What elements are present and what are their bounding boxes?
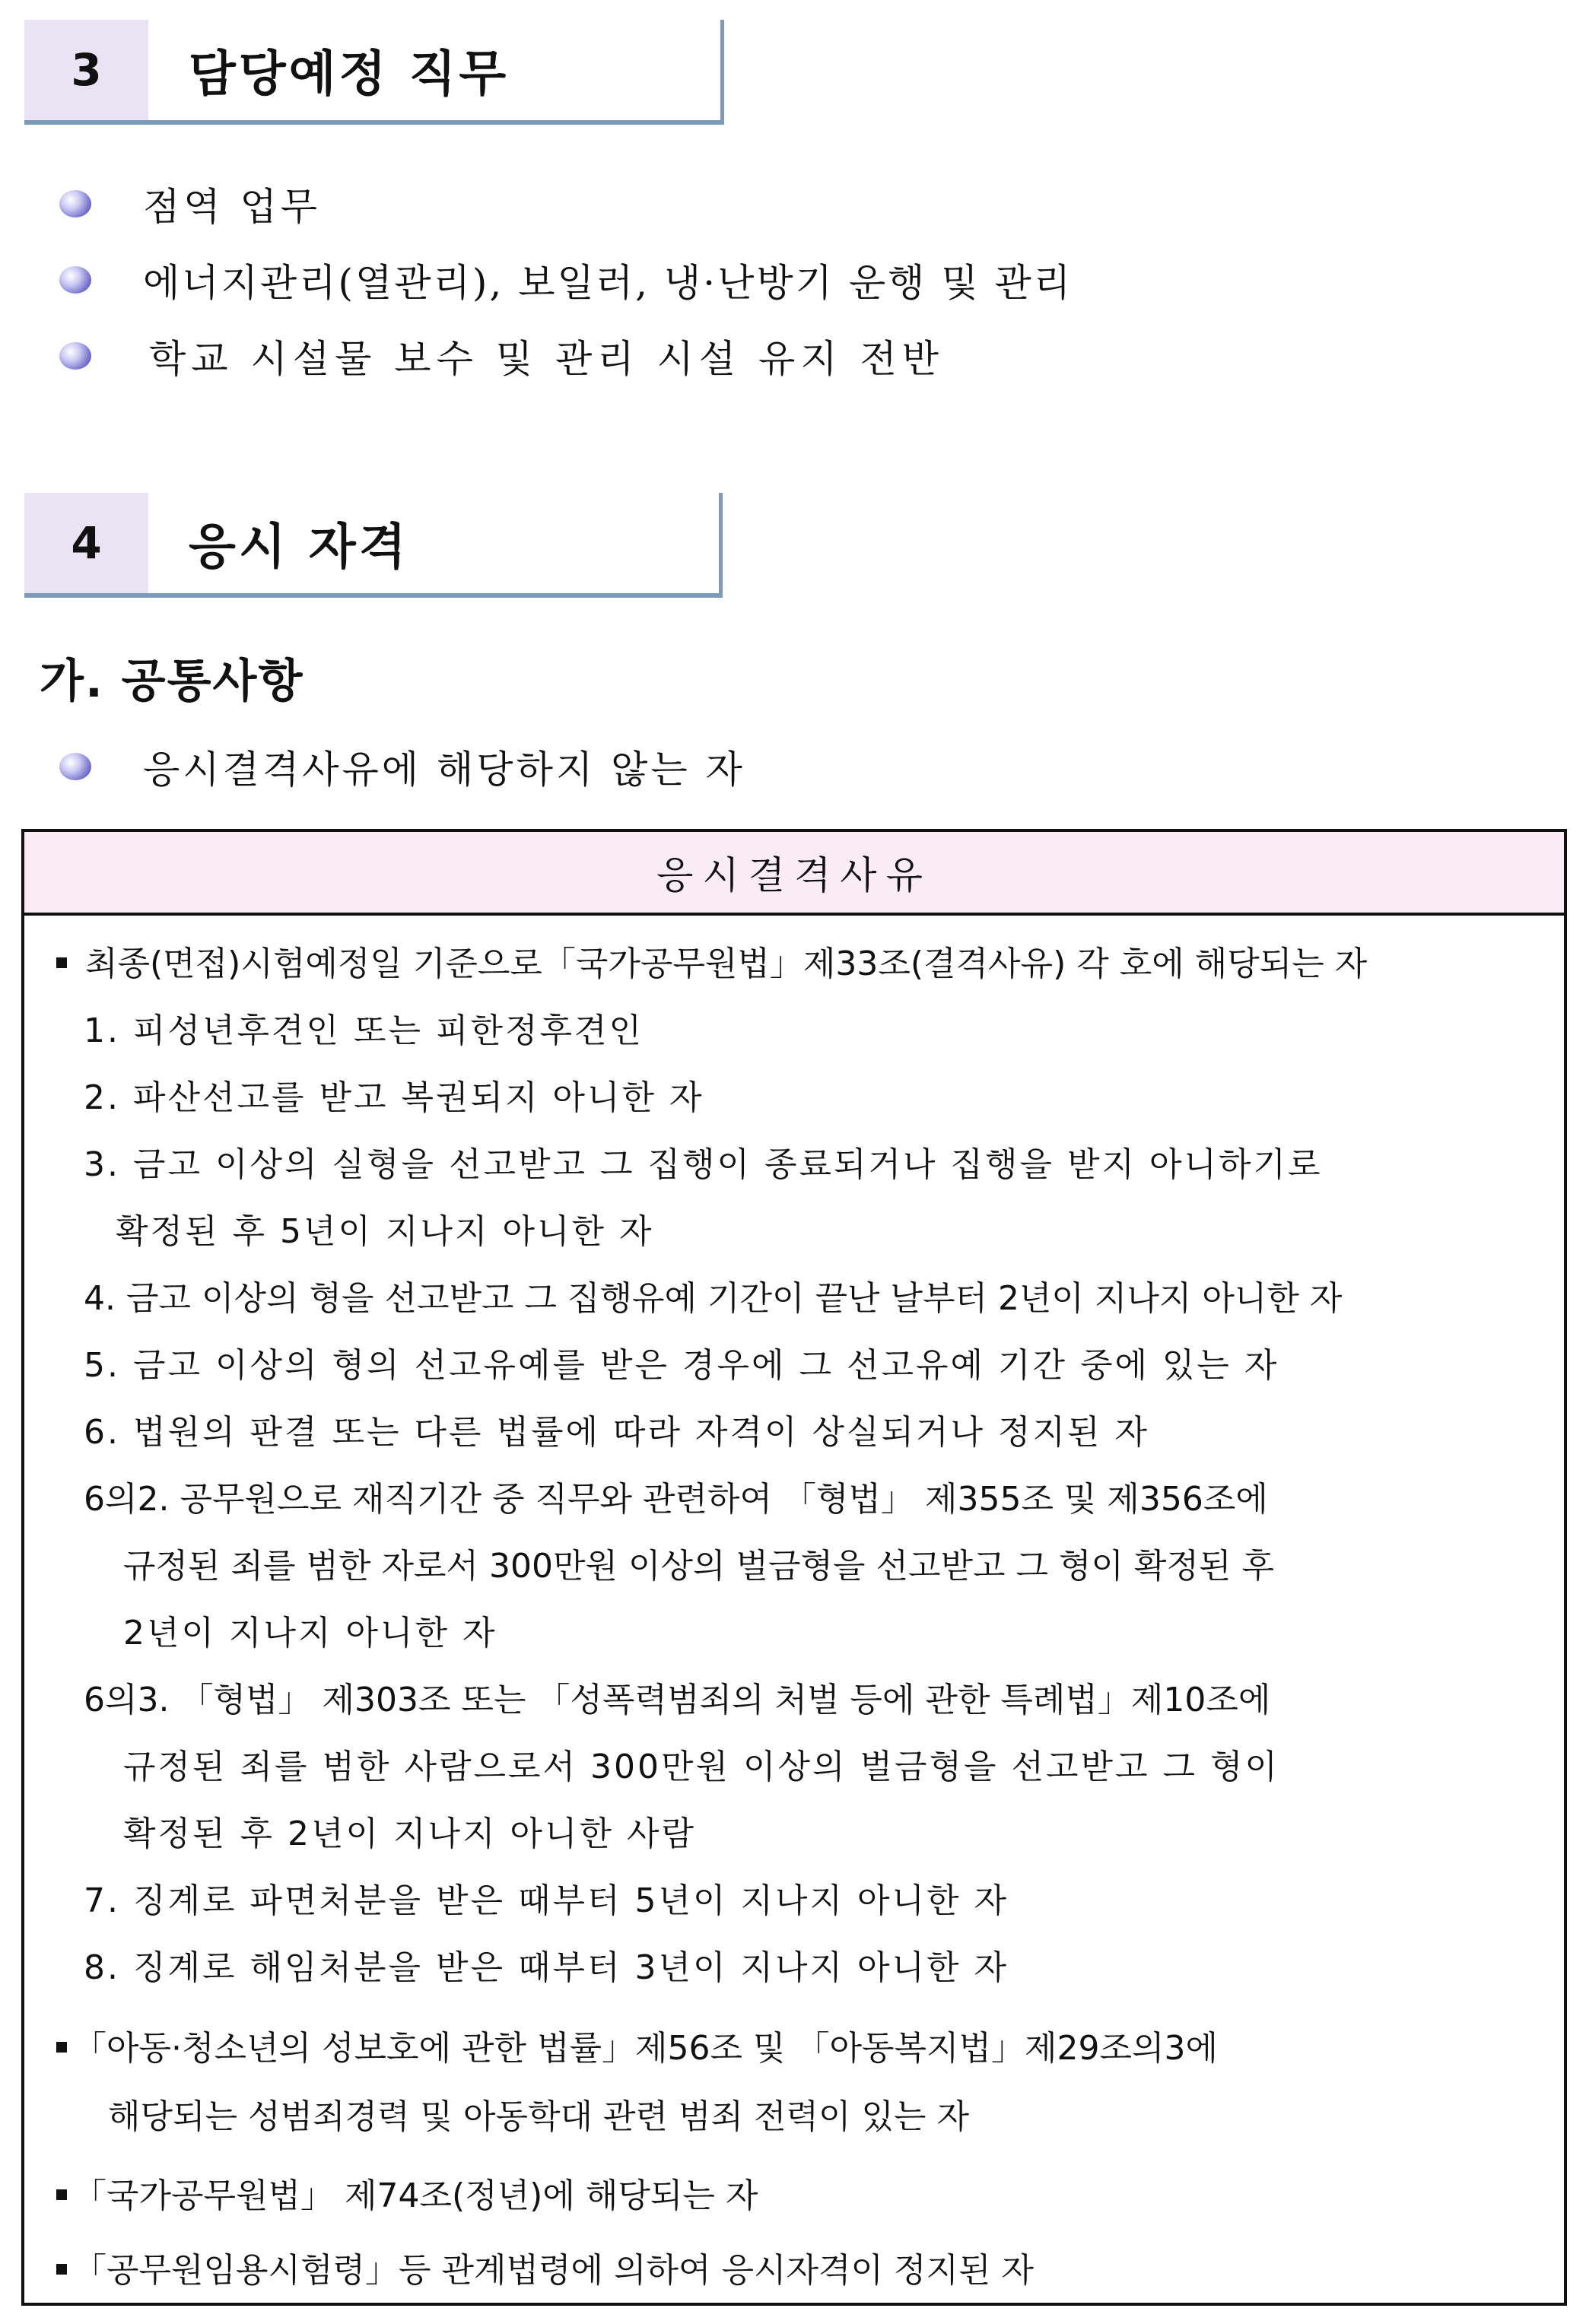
duty-text: 에너지관리(열관리), 보일러, 냉·난방기 운행 및 관리: [143, 261, 1073, 305]
sub-heading-common: 가. 공통사항: [40, 655, 304, 708]
square-bullet-icon: [56, 2189, 67, 2200]
bullet-icon: [59, 342, 91, 370]
table-intro-text: 최종(면접)시험예정일 기준으로「국가공무원법」제33조(결격사유) 각 호에 해당되는 자: [85, 945, 1368, 983]
disqualification-table: [21, 829, 1567, 2306]
list-item-continuation: 확정된 후 5년이 지나지 아니한 자: [116, 1212, 654, 1251]
duty-text: 학교 시설물 보수 및 관리 시설 유지 전반: [149, 337, 945, 381]
section-3-number: 3: [24, 20, 148, 120]
list-item-continuation: 규정된 죄를 범한 사람으로서 300만원 이상의 벌금형을 선고받고 그 형이: [123, 1748, 1279, 1786]
list-item: 3. 금고 이상의 실형을 선고받고 그 집행이 종료되거나 집행을 받지 아니하기로: [84, 1145, 1323, 1184]
eligibility-text: 응시결격사유에 해당하지 않는 자: [143, 748, 745, 792]
square-bullet-icon: [56, 2042, 67, 2053]
retirement-row: [24, 2166, 1564, 2227]
duty-text: 점역 업무: [143, 185, 322, 229]
section-4-header: [24, 493, 723, 598]
list-item: 6의3. 「형법」 제303조 또는 「성폭력범죄의 처벌 등에 관한 특례법」제10조에: [84, 1681, 1271, 1719]
list-item-continuation: 확정된 후 2년이 지나지 아니한 사람: [123, 1814, 696, 1853]
list-item: 1. 피성년후견인 또는 피한정후견인: [84, 1011, 644, 1050]
bullet-icon: [59, 753, 91, 780]
duty-item: [59, 325, 944, 386]
square-bullet-icon: [56, 2264, 67, 2275]
list-item-continuation: 규정된 죄를 범한 자로서 300만원 이상의 벌금형을 선고받고 그 형이 확정된 후: [123, 1547, 1274, 1586]
child-offense-row: [24, 2018, 1564, 2079]
child-offense-text: 「아동·청소년의 성보호에 관한 법률」제56조 및 「아동복지법」제29조의3에: [73, 2029, 1218, 2068]
list-item: 2. 파산선고를 받고 복권되지 아니한 자: [84, 1078, 704, 1117]
section-4-number: 4: [24, 493, 148, 593]
bullet-icon: [59, 266, 91, 294]
table-intro-row: [24, 934, 1564, 995]
list-item: 8. 징계로 해임처분을 받은 때부터 3년이 지나지 아니한 자: [84, 1948, 1009, 1987]
exam-suspension-text: 「공무원임용시험령」등 관계법령에 의하여 응시자격이 정지된 자: [73, 2251, 1035, 2290]
square-bullet-icon: [56, 957, 67, 968]
bullet-icon: [59, 190, 91, 217]
list-item: 6. 법원의 판결 또는 다른 법률에 따라 자격이 상실되거나 정지된 자: [84, 1413, 1149, 1452]
section-3-header: [24, 20, 724, 125]
eligibility-item: [59, 736, 745, 797]
section-3-title: 담당예정 직무: [189, 46, 510, 103]
list-item: 6의2. 공무원으로 재직기간 중 직무와 관련하여 「형법」 제355조 및 제356조에: [84, 1480, 1268, 1519]
child-offense-continuation: 해당되는 성범죄경력 및 아동학대 관련 범죄 전력이 있는 자: [108, 2097, 969, 2136]
list-item: 4. 금고 이상의 형을 선고받고 그 집행유예 기간이 끝난 날부터 2년이 지나지 아니한 자: [84, 1279, 1343, 1318]
table-header: 응시결격사유: [24, 832, 1564, 916]
duty-item: [59, 173, 321, 234]
section-4-title: 응시 자격: [189, 519, 409, 576]
list-item-continuation: 2년이 지나지 아니한 자: [123, 1614, 497, 1653]
exam-suspension-row: [24, 2240, 1564, 2301]
retirement-text: 「국가공무원법」 제74조(정년)에 해당되는 자: [73, 2176, 758, 2215]
list-item: 7. 징계로 파면처분을 받은 때부터 5년이 지나지 아니한 자: [84, 1881, 1009, 1920]
list-item: 5. 금고 이상의 형의 선고유예를 받은 경우에 그 선고유예 기간 중에 있는 자: [84, 1346, 1279, 1385]
duty-item: [59, 249, 1073, 310]
